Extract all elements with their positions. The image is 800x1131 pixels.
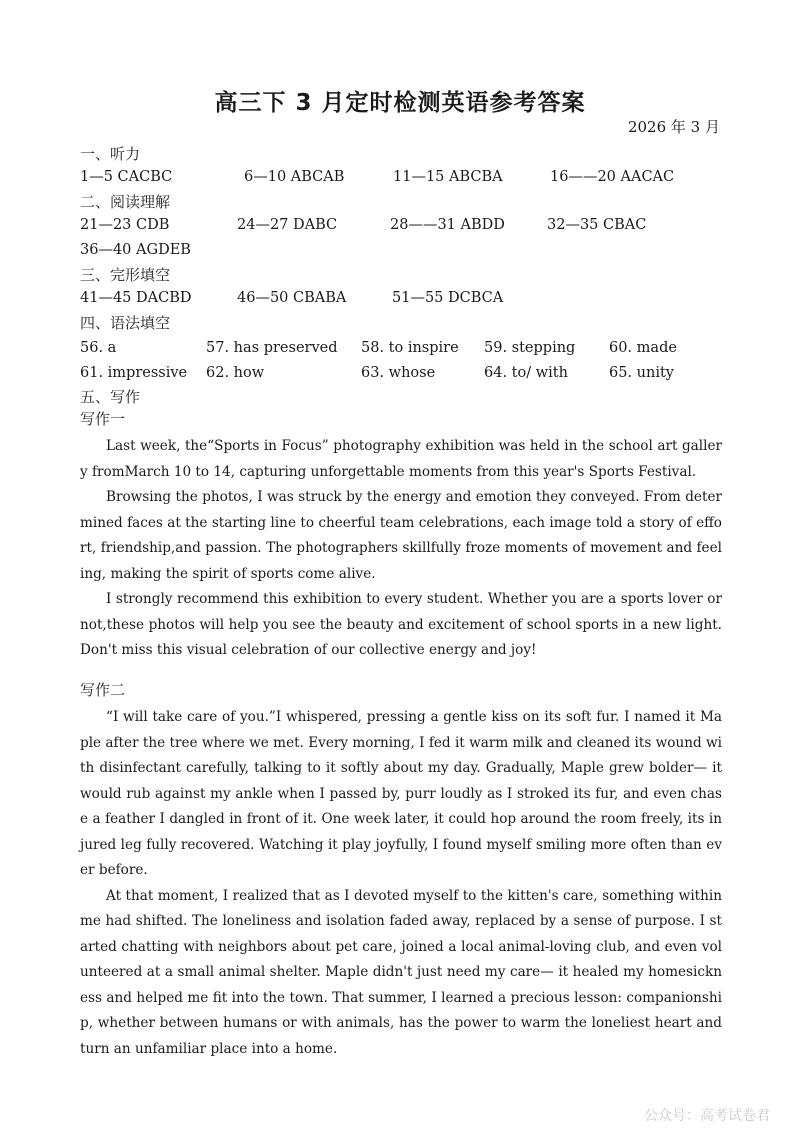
answer-group: 28——31 ABDD	[390, 217, 505, 233]
section-heading-writing: 五、写作	[80, 388, 141, 406]
answer-group: 41—45 DACBD	[80, 290, 192, 306]
answer-group: 21—23 CDB	[80, 217, 170, 233]
answer-item: 57. has preserved	[206, 340, 338, 356]
answer-item: 65. unity	[609, 365, 675, 381]
reading-answers-row2	[0, 242, 800, 262]
writing-part2-essay	[80, 705, 722, 1062]
essay-paragraph: Last week, the“Sports in Focus” photography exhibition was held in the school art gallery fromMarch 10 to 14, capturing unforgettable moments from this year's Sports Festival.	[80, 438, 722, 480]
answer-group: 16——20 AACAC	[550, 169, 675, 185]
answer-group: 6—10 ABCAB	[244, 169, 345, 185]
grammar-answers-row2	[0, 365, 800, 385]
cloze-answers	[0, 290, 800, 310]
answer-group: 24—27 DABC	[237, 217, 338, 233]
essay-paragraph: Browsing the photos, I was struck by the energy and emotion they conveyed. From determined faces at the starting line to cheerful team celebrations, each image told a story of effort, friendship,and passion. The photographers skillfully froze moments of movement and feeling, making the spirit of sports come alive.	[80, 489, 722, 582]
answer-item: 56. a	[80, 340, 117, 356]
reading-answers-row1	[0, 217, 800, 237]
page-date: 2026 年 3 月	[627, 118, 720, 136]
writing-part2-heading: 写作二	[80, 681, 126, 699]
answer-item: 60. made	[609, 340, 677, 356]
section-heading-cloze: 三、完形填空	[80, 266, 171, 284]
section-heading-reading: 二、阅读理解	[80, 193, 171, 211]
watermark: 公众号：高考试卷君	[644, 1108, 770, 1124]
writing-part1-essay	[80, 434, 722, 664]
page-title: 高三下 3 月定时检测英语参考答案	[214, 90, 586, 116]
answer-group: 11—15 ABCBA	[393, 169, 503, 185]
essay-paragraph: I strongly recommend this exhibition to every student. Whether you are a sports lover or not,these photos will help you see the beauty and excitement of school sports in a new light. Don't miss this visual celebration of our collective energy and joy!	[80, 591, 722, 658]
listening-answers	[0, 169, 800, 189]
essay-paragraph: At that moment, I realized that as I devoted myself to the kitten's care, something within me had shifted. The loneliness and isolation faded away, replaced by a sense of purpose. I started chatting with neighbors about pet care, joined a local animal-loving club, and even volunteered at a small animal shelter. Maple didn't just need my care— it healed my homesickness and helped me fit into the town. That summer, I learned a precious lesson: companionship, whether between humans or with animals, has the power to warm the loneliest heart and turn an unfamiliar place into a home.	[80, 887, 722, 1057]
answer-group: 1—5 CACBC	[80, 169, 173, 185]
answer-item: 59. stepping	[484, 340, 576, 356]
answer-item: 61. impressive	[80, 365, 188, 381]
answer-item: 62. how	[206, 365, 265, 381]
answer-group: 36—40 AGDEB	[80, 242, 191, 258]
answer-item: 64. to/ with	[484, 365, 568, 381]
answer-item: 63. whose	[361, 365, 436, 381]
answer-group: 46—50 CBABA	[237, 290, 347, 306]
essay-paragraph: “I will take care of you.”I whispered, pressing a gentle kiss on its soft fur. I named it Maple after the tree where we met. Every morning, I fed it warm milk and cleaned its wound with disinfectant carefully, talking to it softly about my day. Gradually, Maple grew bolder— it would rub against my ankle when I passed by, purr loudly as I stroked its fur, and even chase a feather I dangled in front of it. One week later, it could hop around the room freely, its injured leg fully recovered. Watching it play joyfully, I found myself smiling more often than ever before.	[80, 709, 722, 878]
answer-group: 32—35 CBAC	[547, 217, 647, 233]
answer-item: 58. to inspire	[361, 340, 459, 356]
writing-part1-heading: 写作一	[80, 410, 126, 428]
section-heading-grammar: 四、语法填空	[80, 314, 171, 332]
grammar-answers-row1	[0, 340, 800, 360]
answer-group: 51—55 DCBCA	[392, 290, 504, 306]
section-heading-listening: 一、听力	[80, 145, 141, 163]
